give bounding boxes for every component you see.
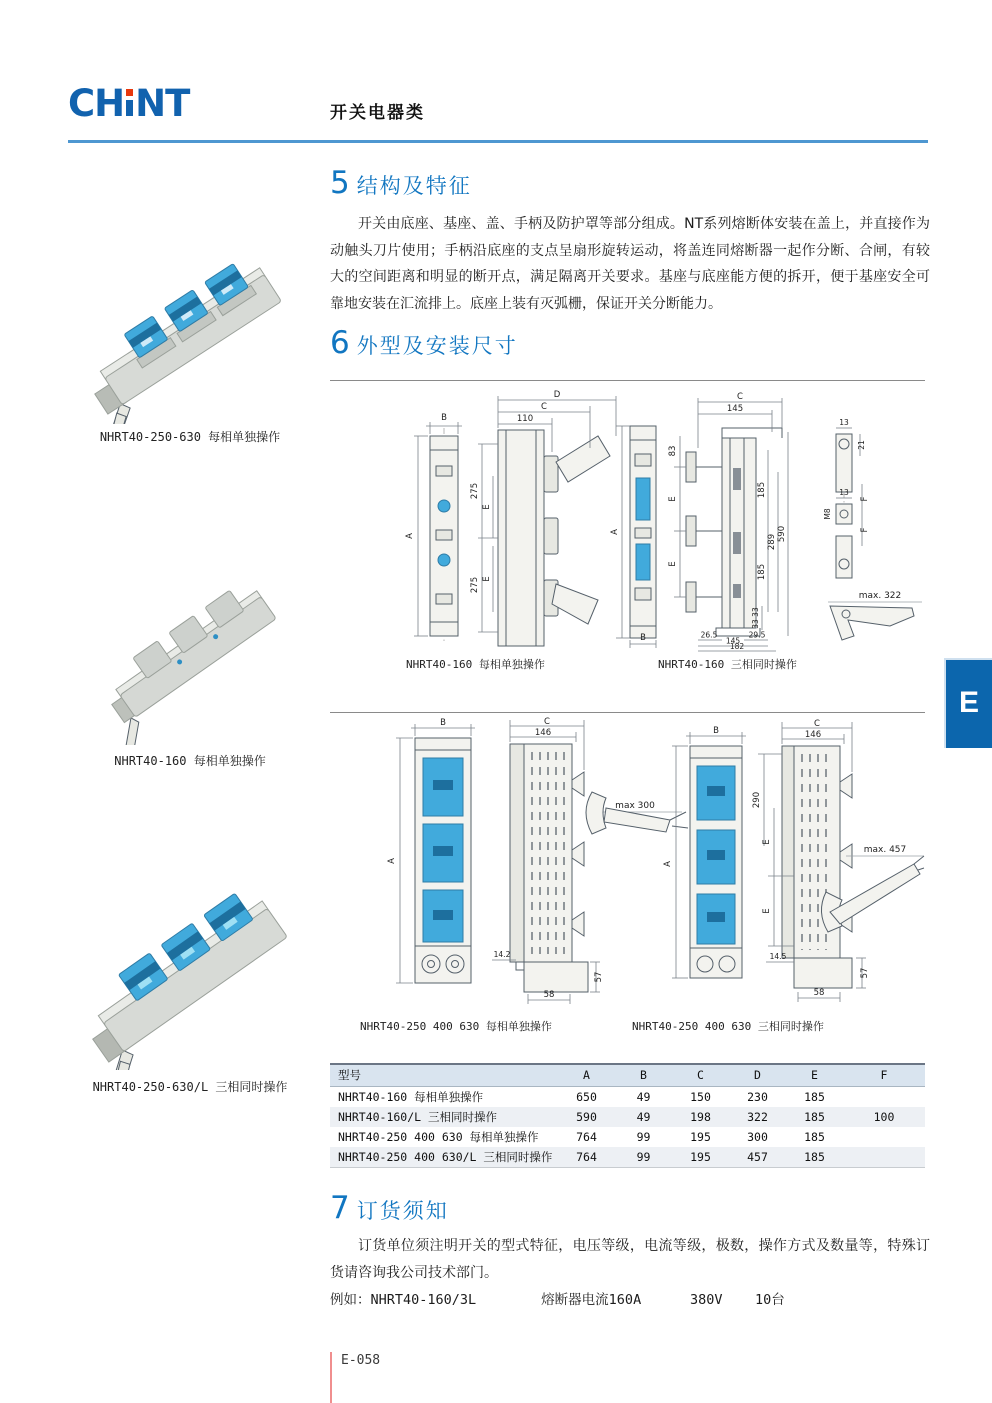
d3-front-view [387,718,475,983]
divider [330,380,925,381]
dim-label: 590 [777,525,787,543]
dim-label: E [762,839,772,845]
logo-text-left: CH [68,82,125,125]
dim-label: 58 [813,988,825,998]
cell-value: 590 [576,1109,597,1124]
cell-value: 99 [636,1129,651,1144]
cell-model: NHRT40-250 400 630 每相单独操作 [338,1129,539,1144]
section-number: 7 [330,1190,350,1226]
dim-label: 146 [534,728,552,738]
cell-value: 198 [690,1109,711,1124]
d2-detail-view [823,418,870,578]
section-7-body: 订货单位须注明开关的型式特征，电压等级，电流等级，极数，操作方式及数量等，特殊订货请咨询我公司技术部门。 [330,1238,930,1281]
cell-value: 195 [690,1129,711,1144]
d2-middle-view [668,392,788,651]
dim-label: E [668,561,678,567]
dim-label: 185 [757,563,767,581]
dim-label: B [713,726,719,736]
cell-value: 49 [636,1109,651,1124]
cell-value: 322 [747,1109,768,1124]
section-title: 结构及特征 [356,174,472,198]
table-row [330,1107,925,1127]
column-header: D [754,1068,761,1083]
column-header: E [811,1068,818,1083]
cell-value: 185 [804,1089,825,1104]
dim-label: 33 33 [751,607,760,629]
dim-label: 110 [516,414,534,424]
cell-value: 150 [690,1089,711,1104]
cell-value: 49 [636,1089,651,1104]
d3-handle-sketch [586,792,688,834]
section-6-heading [330,325,518,361]
table-row [330,1086,925,1107]
dim-label: 29.5 [748,630,766,640]
dim-label: B [440,718,446,728]
dim-label: A [663,861,673,867]
d2-front-view [610,426,656,648]
d2-handle-sketch [828,591,922,640]
section-7-heading [330,1190,449,1226]
dim-label: max 300 [615,801,655,811]
dim-label: 21 [857,440,866,450]
dim-label: A [405,533,415,539]
logo-i-mark [125,86,134,122]
dim-label: 182 [729,642,745,651]
dim-label: E [762,908,772,914]
dim-label: B [441,413,447,423]
cell-value: 457 [747,1149,768,1164]
cell-value: 185 [804,1109,825,1124]
page-category-title: 开关电器类 [330,103,425,123]
drawing-caption: NHRT40-250 400 630 三相同时操作 [632,1020,824,1033]
cell-value: 650 [576,1089,597,1104]
d4-side-view [752,719,870,1002]
cell-value: 195 [690,1149,711,1164]
dim-label: E [482,504,492,510]
dimension-drawing-nhrt40-250 [330,716,925,1012]
column-header: 型号 [338,1068,361,1083]
cell-value: 185 [804,1129,825,1144]
cell-value: 764 [576,1129,597,1144]
product-photo-nhrt40-250-630l [82,872,317,1070]
dim-label: C [541,402,547,412]
column-header: F [880,1068,888,1083]
product-photo-nhrt40-250-630 [88,242,300,424]
dimension-spec-table [330,1063,925,1168]
d4-front-view [663,726,746,978]
cell-value: 764 [576,1149,597,1164]
logo-red-dot-icon [126,89,133,96]
d3-side-view [492,717,604,1004]
product-caption: NHRT40-250-630 每相单独操作 [99,430,281,444]
dim-label: A [610,529,620,535]
dim-label: F [860,527,870,533]
dim-label: E [668,496,678,502]
column-header: B [640,1068,647,1083]
cell-value: 230 [747,1089,768,1104]
section-title: 订货须知 [356,1199,449,1223]
chint-logo [68,82,190,126]
cell-model: NHRT40-250 400 630/L 三相同时操作 [338,1149,553,1164]
dim-label: 146 [804,730,822,740]
cell-value: 185 [804,1149,825,1164]
dim-label: 58 [543,990,555,1000]
dim-label: 57 [860,967,870,979]
section-number: 6 [330,325,350,361]
section-title: 外型及安装尺寸 [356,334,518,358]
section-5-heading [330,165,472,201]
table-row [330,1127,925,1147]
d1-side-view [470,390,616,646]
page-number: E-058 [341,1353,381,1368]
dim-label: max. 457 [863,845,907,855]
d1-front-view [405,413,462,644]
dim-label: 185 [757,481,767,499]
dim-label: 57 [594,971,604,983]
dim-label: C [544,717,550,727]
table-row [330,1147,925,1168]
logo-text-right: NT [135,82,190,125]
product-photo-nhrt40-160 [95,560,300,745]
dim-label: 13 [839,488,849,497]
dim-label: 14.5 [769,952,787,961]
drawing-caption: NHRT40-160 三相同时操作 [658,658,797,671]
dim-label: E [482,576,492,582]
dim-label: F [860,496,870,502]
dimension-drawing-nhrt40-160 [330,388,925,652]
dim-label: max. 322 [858,591,902,601]
dim-label: A [387,858,397,864]
footer-red-line [330,1352,332,1403]
column-header: A [583,1068,590,1083]
dim-label: 14.2 [493,950,511,959]
dim-label: C [737,392,743,402]
cell-model: NHRT40-160 每相单独操作 [338,1089,484,1104]
dim-label: 290 [752,791,762,809]
drawing-caption: NHRT40-160 每相单独操作 [406,658,545,671]
cell-value: 100 [873,1109,895,1124]
table-header-row [330,1064,925,1086]
dim-label: 145 [726,404,744,414]
cell-value: 300 [747,1129,768,1144]
order-example-line: 例如：NHRT40-160/3L 熔断器电流160A 380V 10台 [330,1292,785,1308]
column-header: C [697,1068,704,1083]
chapter-tab-e: E [944,658,992,748]
dim-label: 26.5 [700,630,718,640]
product-caption: NHRT40-160 每相单独操作 [114,754,266,768]
header-rule [68,140,928,143]
dim-label: M8 [823,508,832,520]
dim-label: D [553,390,561,400]
drawing-caption: NHRT40-250 400 630 每相单独操作 [360,1020,552,1033]
cell-model: NHRT40-160/L 三相同时操作 [338,1109,498,1124]
dim-label: C [814,719,820,729]
dim-label: 145 [725,636,741,646]
dim-label: 275 [470,576,480,594]
cell-value [843,1147,925,1168]
cell-value [843,1127,925,1147]
section-number: 5 [330,165,350,201]
cell-value: 99 [636,1149,651,1164]
dim-label: B [640,633,646,643]
section-5-body: 开关由底座、基座、盖、手柄及防护罩等部分组成。NT系列熔断体安装在盖上，并直接作为动触头刀片使用；手柄沿底座的支点呈扇形旋转运动，将盖连同熔断器一起作分断、合闸，有较大的空间距离和明显的断开点，满足隔离开关要求。基座与底座能方便的拆开，便于基座安全可靠地安装在汇流排上。底座上装有灭弧栅，保证开关分断能力。 [330,216,930,312]
product-caption: NHRT40-250-630/L 三相同时操作 [92,1080,288,1094]
dim-label: 275 [470,482,480,500]
dim-label: 289 [767,533,777,551]
dim-label: 83 [668,445,678,457]
dim-label: 13 [839,418,849,427]
divider [330,712,925,713]
cell-value [843,1086,925,1107]
